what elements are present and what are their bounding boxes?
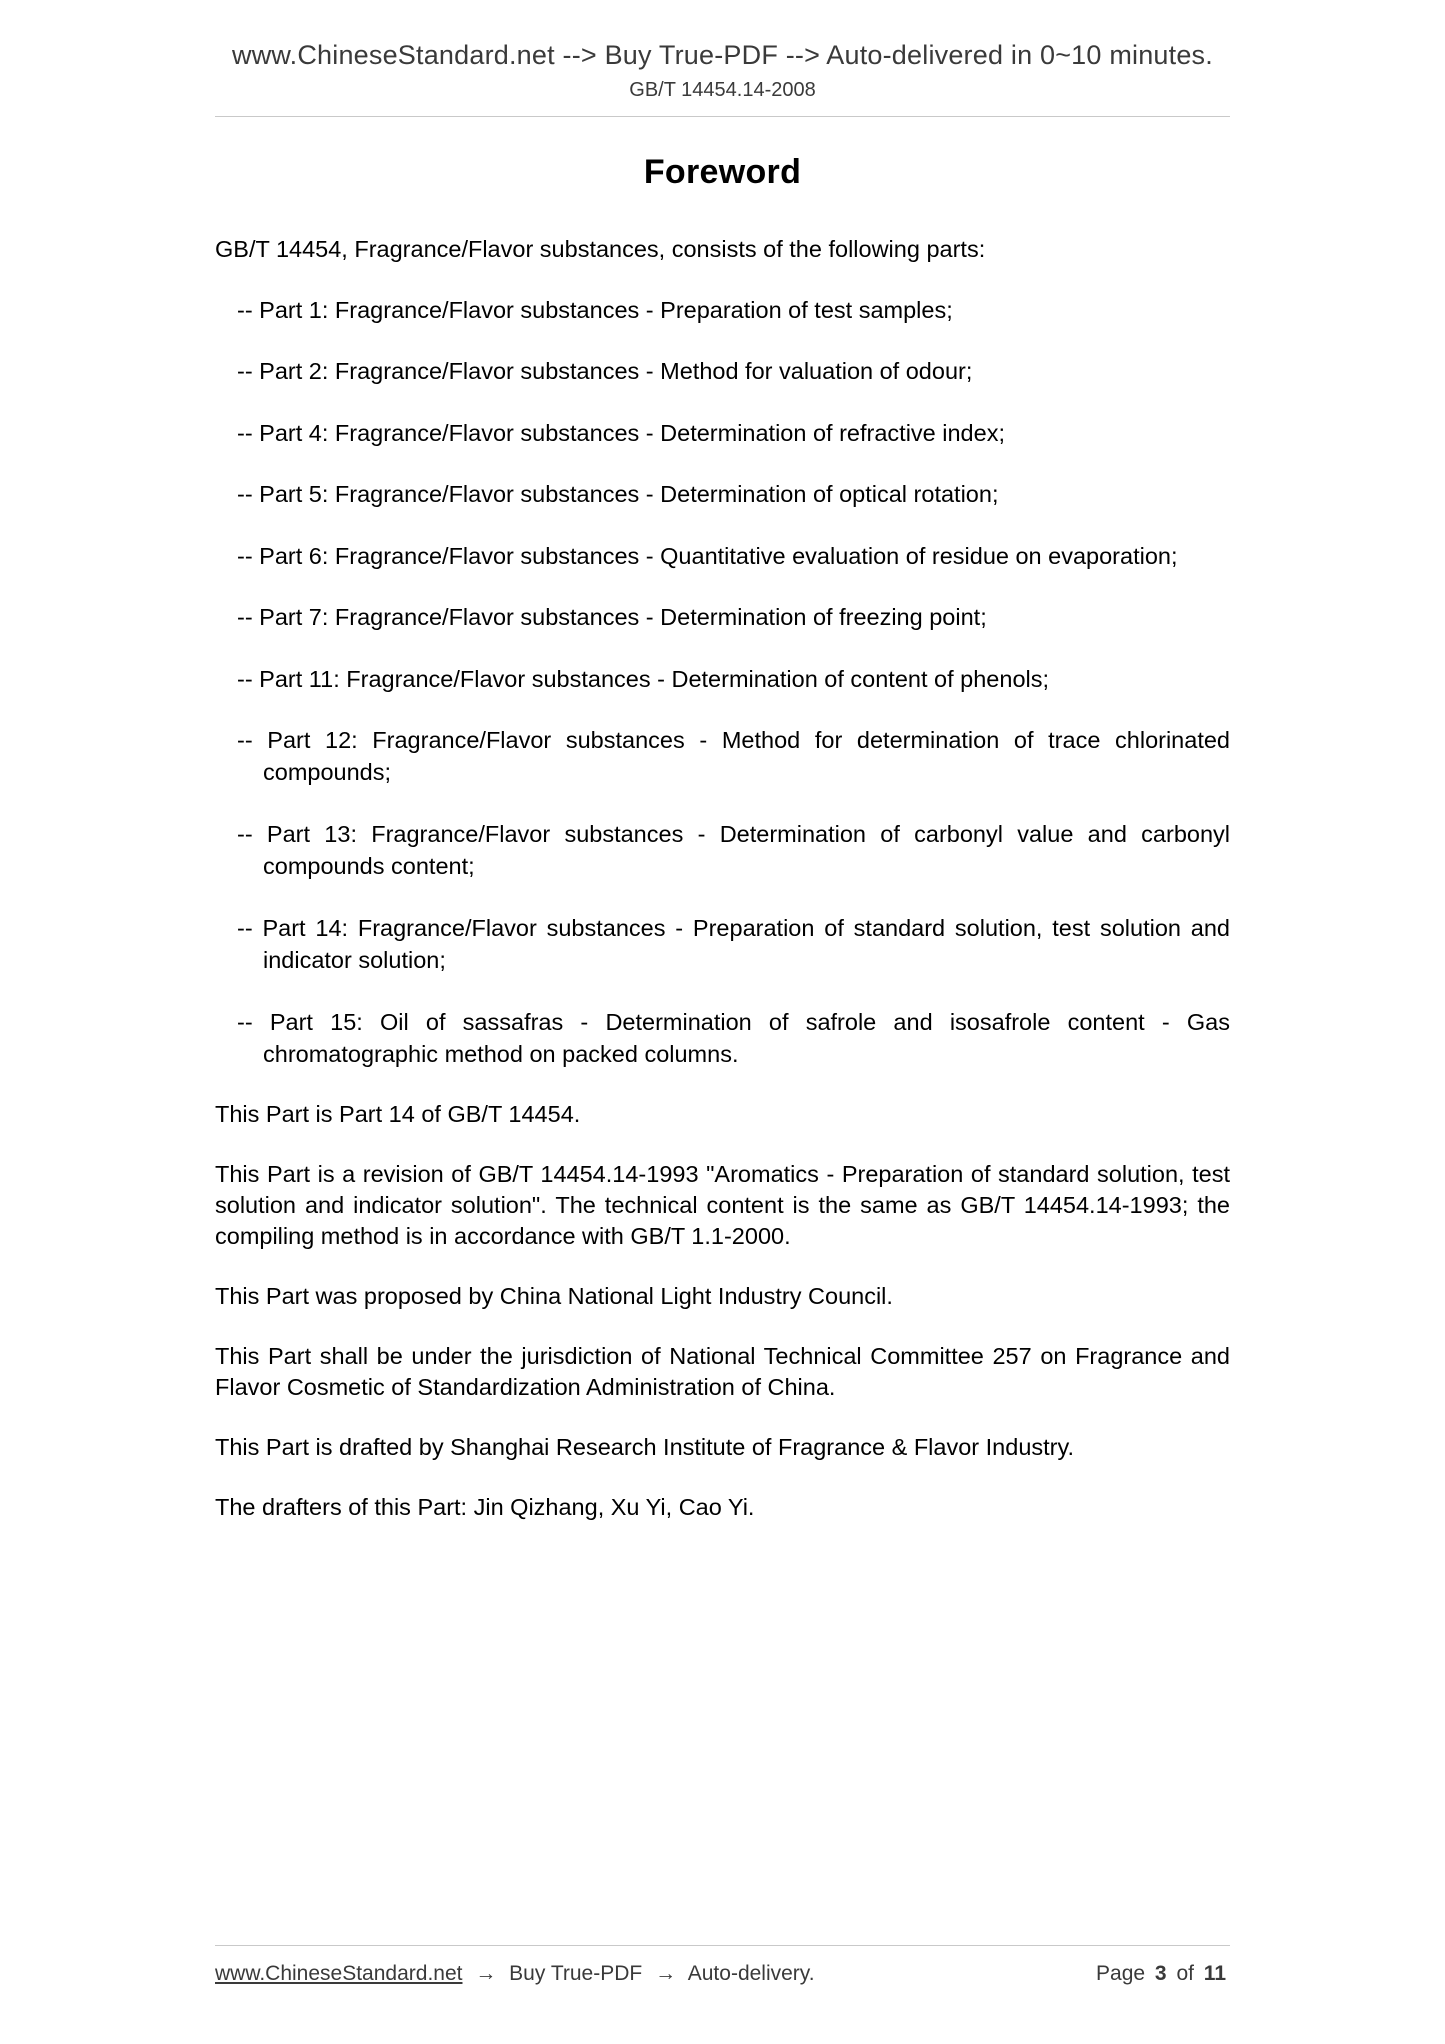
list-item: -- Part 2: Fragrance/Flavor substances - Method for valuation of odour; [237,358,973,385]
list-item: -- Part 11: Fragrance/Flavor substances - Determination of content of phenols; [237,665,1050,692]
standard-code: GB/T 14454.14-2008 [629,79,816,101]
body-paragraph: This Part is Part 14 of GB/T 14454. [215,1101,581,1128]
arrow-right-icon: → [475,1962,497,1985]
page-label: Page [1096,1962,1146,1985]
page-total: 11 [1203,1962,1226,1985]
list-item: -- Part 5: Fragrance/Flavor substances - Determination of optical rotation; [237,481,999,508]
document-content [215,117,1230,1523]
list-item: -- Part 7: Fragrance/Flavor substances - Determination of freezing point; [237,604,987,631]
body-paragraph: The drafters of this Part: Jin Qizhang, Xu Yi, Cao Yi. [215,1494,755,1521]
footer-site-link[interactable]: www.ChineseStandard.net [215,1962,463,1985]
promo-banner: www.ChineseStandard.net --> Buy True-PDF --> Auto-delivered in 0~10 minutes. [232,40,1213,70]
footer-divider [215,1945,1230,1946]
body-paragraph: This Part is drafted by Shanghai Research Institute of Fragrance & Flavor Industry. [215,1434,1075,1461]
body-paragraph: This Part shall be under the jurisdiction of National Technical Committee 257 on Fragrance and Flavor Cosmetic of Standardization Administration of China. [215,1343,1230,1401]
footer-delivery-label: Auto-delivery. [687,1962,815,1985]
list-item: -- Part 15: Oil of sassafras - Determination of safrole and isosafrole content - Gas chromatographic method on packed columns. [237,1008,1230,1067]
list-item: -- Part 14: Fragrance/Flavor substances - Preparation of standard solution, test solution and indicator solution; [237,914,1230,974]
page-header [0,0,1445,117]
footer-links [215,1962,815,1986]
list-item: -- Part 13: Fragrance/Flavor substances - Determination of carbonyl value and carbonyl compounds content; [237,820,1230,880]
list-item: -- Part 12: Fragrance/Flavor substances - Method for determination of trace chlorinated compounds; [237,726,1230,786]
footer-buy-label: Buy True-PDF [509,1962,643,1985]
body-paragraph: This Part was proposed by China National Light Industry Council. [215,1283,893,1310]
list-item: -- Part 1: Fragrance/Flavor substances - Preparation of test samples; [237,297,953,324]
page-footer [215,1945,1230,1986]
of-label: of [1176,1962,1194,1985]
arrow-right-icon: → [655,1962,677,1985]
list-item: -- Part 4: Fragrance/Flavor substances - Determination of refractive index; [237,419,1005,446]
intro-paragraph: GB/T 14454, Fragrance/Flavor substances, consists of the following parts: [215,236,986,262]
body-paragraph: This Part is a revision of GB/T 14454.14-1993 "Aromatics - Preparation of standard solution, test solution and indicator solution". The technical content is the same as GB/T 14454.14-1993; the compiling method is in accordance with GB/T 1.1-2000. [215,1161,1230,1250]
list-item: -- Part 6: Fragrance/Flavor substances - Quantitative evaluation of residue on evaporation; [237,542,1178,569]
page-indicator [1096,1962,1230,1986]
page-title: Foreword [643,153,802,191]
page-number: 3 [1154,1962,1167,1985]
